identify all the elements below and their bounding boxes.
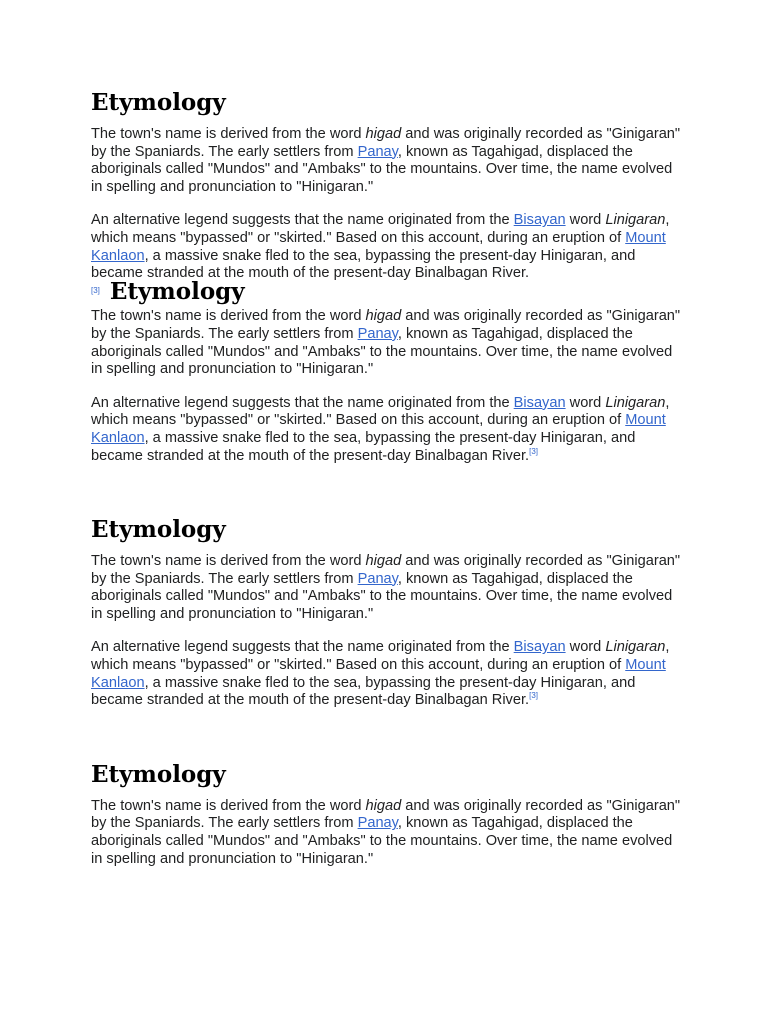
etymology-section-3 [91,515,681,710]
text: The town's name is derived from the word [91,797,366,814]
italic-term: higad [365,308,402,325]
panay-link[interactable]: Panay [357,325,398,342]
text: word [565,639,606,656]
italic-term: higad [365,553,402,570]
italic-term: Linigaran [605,212,666,229]
etymology-section-2 [91,308,681,465]
text: An alternative legend suggests that the name originated from the [91,394,514,411]
section-heading-inline: Etymology [109,277,245,305]
text: word [565,394,606,411]
paragraph-origin [91,126,681,196]
paragraph-origin [91,553,681,623]
text: , a massive snake fled to the sea, bypassing the present-day Hinigaran, and became stranded at the mouth of the present-day Binalbagan River. [91,247,636,282]
panay-link[interactable]: Panay [357,815,398,832]
text: , known as Tagahigad, displaced the aboriginals called "Mundos" and "Ambaks" to the mountains. Over time, the name evolved in spelling and pronunciation to "Hinigaran." [91,325,673,378]
text: , which means "bypassed" or "skirted." Based on this account, during an eruption of [91,639,670,674]
text: and was originally recorded as "Ginigaran" by the Spaniards. The early settlers from [91,553,681,587]
text: An alternative legend suggests that the name originated from the [91,212,514,229]
section-heading: Etymology [91,516,226,544]
text: The town's name is derived from the word [91,553,366,570]
text: and was originally recorded as "Ginigaran" by the Spaniards. The early settlers from [91,126,681,160]
bisayan-link[interactable]: Bisayan [513,212,566,229]
text: , known as Tagahigad, displaced the aboriginals called "Mundos" and "Ambaks" to the mountains. Over time, the name evolved in spelling and pronunciation to "Hinigaran." [91,570,673,622]
citation-ref[interactable] [91,286,100,295]
spacer [91,726,681,760]
text: and was originally recorded as "Ginigaran" by the Spaniards. The early settlers from [91,797,681,832]
citation-link[interactable]: [3] [529,691,538,701]
article-content [91,88,681,884]
paragraph-origin [91,308,681,378]
section-heading: Etymology [91,89,226,116]
mount-kanlaon-link[interactable]: Mount Kanlaon [91,229,666,264]
citation-ref[interactable] [529,447,538,456]
etymology-section-4 [91,760,681,868]
italic-term: higad [365,126,402,142]
paragraph-legend [91,639,681,709]
italic-term: Linigaran [605,639,666,656]
paragraph-legend [91,395,681,465]
text: , which means "bypassed" or "skirted." Based on this account, during an eruption of [91,212,670,246]
text: , a massive snake fled to the sea, bypassing the present-day Hinigaran, and became stranded at the mouth of the present-day Binalbagan River. [91,429,636,464]
section-heading: Etymology [91,760,226,788]
text: , a massive snake fled to the sea, bypassing the present-day Hinigaran, and became stranded at the mouth of the present-day Binalbagan River. [91,674,636,709]
italic-term: higad [365,797,402,814]
bisayan-link[interactable]: Bisayan [513,394,566,411]
text: word [565,212,606,229]
text: An alternative legend suggests that the name originated from the [91,639,514,656]
paragraph-legend [91,212,681,304]
text: The town's name is derived from the word [91,308,366,325]
panay-link[interactable]: Panay [357,570,398,587]
text: The town's name is derived from the word [91,126,366,142]
citation-link[interactable]: [3] [91,285,100,295]
citation-link[interactable]: [3] [529,446,538,456]
citation-ref[interactable] [529,691,538,700]
panay-link[interactable]: Panay [357,143,398,160]
mount-kanlaon-link[interactable]: Mount Kanlaon [91,657,666,691]
text: and was originally recorded as "Ginigaran" by the Spaniards. The early settlers from [91,308,681,342]
spacer [91,481,681,515]
text: , known as Tagahigad, displaced the aboriginals called "Mundos" and "Ambaks" to the mountains. Over time, the name evolved in spelling and pronunciation to "Hinigaran." [91,815,673,867]
paragraph-origin [91,798,681,868]
etymology-section-1 [91,88,681,304]
mount-kanlaon-link[interactable]: Mount Kanlaon [91,412,666,446]
bisayan-link[interactable]: Bisayan [513,639,566,656]
italic-term: Linigaran [605,394,666,411]
text: , known as Tagahigad, displaced the aboriginals called "Mundos" and "Ambaks" to the mountains. Over time, the name evolved in spelling and pronunciation to "Hinigaran." [91,143,673,195]
text: , which means "bypassed" or "skirted." Based on this account, during an eruption of [91,394,670,429]
